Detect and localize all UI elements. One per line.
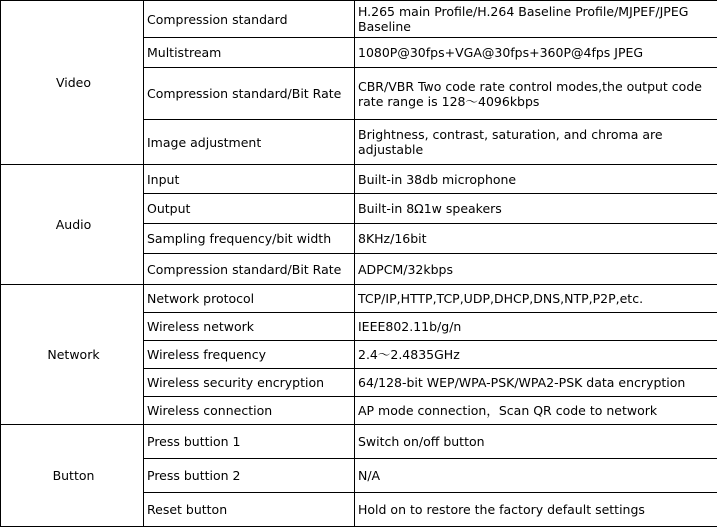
spec-value: AP mode connection，Scan QR code to network xyxy=(355,397,717,425)
spec-value: Built-in 38db microphone xyxy=(355,165,717,194)
spec-value: ADPCM/32kbps xyxy=(355,254,717,285)
category-audio: Audio xyxy=(1,165,144,285)
spec-value: 2.4～2.4835GHz xyxy=(355,341,717,369)
spec-label: Press buttion 2 xyxy=(144,459,355,493)
spec-value: TCP/IP,HTTP,TCP,UDP,DHCP,DNS,NTP,P2P,etc. xyxy=(355,285,717,313)
spec-value: Built-in 8Ω1w speakers xyxy=(355,194,717,224)
spec-value: IEEE802.11b/g/n xyxy=(355,313,717,341)
spec-value: Hold on to restore the factory default settings xyxy=(355,493,717,527)
spec-label: Compression standard/Bit Rate xyxy=(144,68,355,120)
spec-label: Wireless connection xyxy=(144,397,355,425)
table-row xyxy=(1,1,717,38)
category-video: Video xyxy=(1,1,144,165)
spec-value: 1080P@30fps+VGA@30fps+360P@4fps JPEG xyxy=(355,38,717,68)
spec-label: Wireless network xyxy=(144,313,355,341)
spec-label: Reset button xyxy=(144,493,355,527)
spec-label: Wireless frequency xyxy=(144,341,355,369)
spec-label: Compression standard xyxy=(144,1,355,38)
table-row xyxy=(1,425,717,459)
spec-label: Press buttion 1 xyxy=(144,425,355,459)
spec-value: Switch on/off button xyxy=(355,425,717,459)
spec-label: Wireless security encryption xyxy=(144,369,355,397)
spec-label: Multistream xyxy=(144,38,355,68)
spec-label: Network protocol xyxy=(144,285,355,313)
spec-value: H.265 main Profile/H.264 Baseline Profile/MJPEF/JPEG Baseline xyxy=(355,1,717,38)
spec-value: Brightness, contrast, saturation, and chroma are adjustable xyxy=(355,120,717,165)
spec-label: Image adjustment xyxy=(144,120,355,165)
table-row xyxy=(1,165,717,194)
spec-value: 8KHz/16bit xyxy=(355,224,717,254)
spec-value: 64/128-bit WEP/WPA-PSK/WPA2-PSK data encryption xyxy=(355,369,717,397)
category-network: Network xyxy=(1,285,144,425)
spec-value: CBR/VBR Two code rate control modes,the output code rate range is 128～4096kbps xyxy=(355,68,717,120)
spec-label: Input xyxy=(144,165,355,194)
spec-label: Sampling frequency/bit width xyxy=(144,224,355,254)
category-button: Button xyxy=(1,425,144,527)
spec-label: Output xyxy=(144,194,355,224)
spec-value: N/A xyxy=(355,459,717,493)
table-row xyxy=(1,285,717,313)
spec-label: Compression standard/Bit Rate xyxy=(144,254,355,285)
